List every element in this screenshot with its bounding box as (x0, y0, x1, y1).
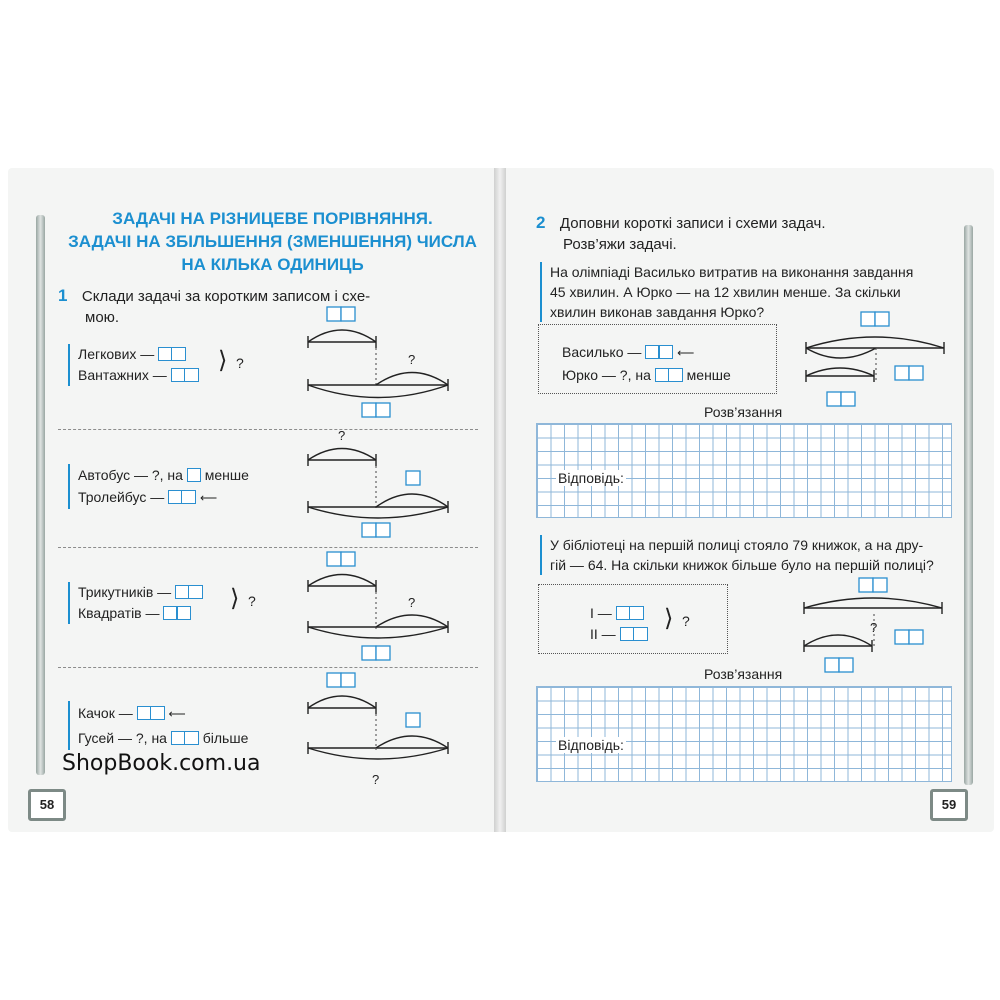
short-record-2: Автобус — ?, на менше Тролейбус — ⟵ (68, 464, 249, 509)
task-number: 1 (58, 286, 68, 305)
book-spine (494, 168, 506, 832)
svg-text:?: ? (338, 428, 346, 443)
solution-grid-2[interactable] (536, 686, 952, 782)
answer-box[interactable] (655, 368, 683, 382)
page-number: 59 (930, 789, 968, 821)
scheme-3 (300, 545, 460, 670)
task-number: 2 (536, 213, 546, 232)
answer-box[interactable] (168, 490, 196, 504)
scheme-5 (798, 308, 958, 413)
answer-box[interactable] (137, 706, 165, 720)
short-record-5: Василько — ⟵ Юрко — ?, на менше (562, 344, 731, 383)
answer-box[interactable] (163, 606, 191, 620)
brace-icon: ⟩ (218, 347, 228, 374)
answer-box[interactable] (171, 368, 199, 382)
bamboo-left-decoration (36, 215, 45, 775)
solution-label: Розв’язання (704, 404, 783, 420)
answer-box[interactable] (620, 627, 648, 641)
brace-icon: ⟩ (230, 585, 240, 612)
page-title: ЗАДАЧІ НА РІЗНИЦЕВЕ ПОРІВНЯННЯ. ЗАДАЧІ НА ЗБІЛЬШЕННЯ (ЗМЕНШЕННЯ) ЧИСЛА НА КІЛЬКА ОДИНИЦЬ (68, 209, 477, 274)
scheme-4 (300, 668, 460, 793)
scheme-arc (308, 330, 376, 342)
answer-label: Відповідь: (558, 737, 624, 753)
svg-text:?: ? (870, 620, 878, 635)
short-record-4: Качок — ⟵ Гусей — ?, на більше (68, 701, 248, 750)
answer-box[interactable] (175, 585, 203, 599)
page-number: 58 (28, 789, 66, 821)
svg-text:?: ? (372, 772, 380, 787)
task-1-heading: 1 Склади задачі за коротким записом і схе- (58, 286, 371, 305)
task-2-heading: 2 Доповни короткі записи і схеми задач. (536, 213, 826, 232)
short-record-1: Легкових — Вантажних — (68, 344, 199, 386)
short-record-3: Трикутників — Квадратів — (68, 582, 203, 624)
scheme-question: ? (408, 352, 416, 367)
answer-box[interactable] (645, 345, 673, 359)
problem-1-text: На олімпіаді Василько витратив на виконання завдання 45 хвилин. А Юрко — на 12 хвилин менше. За скільки хвилин виконав завдання Юрко? (540, 262, 913, 322)
scheme-2 (300, 423, 460, 543)
answer-box[interactable] (158, 347, 186, 361)
problem-2-text: У бібліотеці на першій полиці стояло 79 книжок, а на дру- гій — 64. На скільки книжок більше було на першій полиці? (540, 535, 934, 575)
watermark-text: ShopBook.com.ua (62, 751, 261, 776)
scheme-1 (300, 300, 460, 425)
bamboo-right-decoration (964, 225, 973, 785)
brace-icon: ⟩ (664, 605, 674, 632)
solution-label: Розв’язання (704, 666, 783, 682)
short-record-6: І — ІІ — (590, 603, 648, 645)
answer-box[interactable] (171, 731, 199, 745)
answer-box[interactable] (616, 606, 644, 620)
svg-text:?: ? (408, 595, 416, 610)
scheme-6 (796, 574, 956, 679)
answer-label: Відповідь: (558, 470, 624, 486)
answer-box[interactable] (187, 468, 201, 482)
